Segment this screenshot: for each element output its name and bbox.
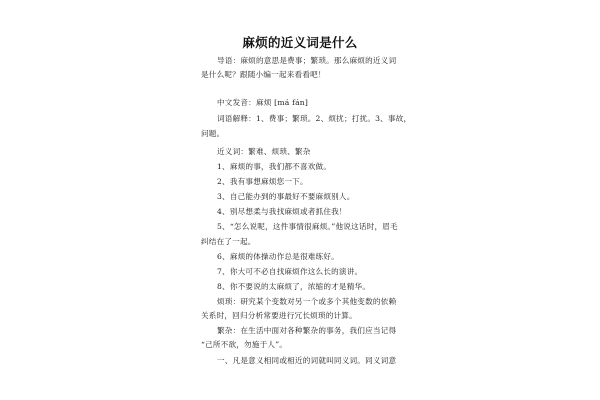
example-line-2: 2、我有事想麻烦您一下。 bbox=[217, 177, 308, 186]
section-one-line: 一、凡是意义相同或相近的词就叫同义词。同义词意 bbox=[217, 356, 397, 365]
example-line-5-cont: 纠结在了一起。 bbox=[201, 237, 256, 246]
fansuo-line-2: 关系时，回归分析常要进行冗长烦琐的计算。 bbox=[201, 311, 357, 320]
pronunciation-line: 中文发音：麻烦 [má fán] bbox=[217, 98, 309, 107]
fansuo-line-1: 烦琐：研究某个变数对另一个或多个其他变数的依赖 bbox=[217, 297, 397, 306]
synonyms-line: 近义词：繁难、烦琐、繁杂 bbox=[217, 147, 311, 156]
intro-line-2: 是什么呢？跟随小编一起来看看吧！ bbox=[201, 70, 326, 79]
definition-line-2: 问题。 bbox=[201, 129, 225, 138]
definition-line-1: 词语解释：1、费事；繁琐。2、烦扰；打扰。3、事故， bbox=[217, 114, 412, 123]
fanza-line-2: “己所不欲，勿施于人”。 bbox=[201, 340, 288, 349]
example-line-8: 8、你不要说的太麻烦了，浓缩的才是精华。 bbox=[217, 282, 371, 291]
fanza-line-1: 繁杂：在生活中面对各种繁杂的事务，我们应当记得 bbox=[217, 326, 397, 335]
example-line-5: 5、“怎么说呢，这件事情很麻烦。”他说这话时，眉毛 bbox=[217, 222, 398, 231]
page-title: 麻烦的近义词是什么 bbox=[242, 35, 358, 50]
example-line-6: 6、麻烦的体操动作总是很难练好。 bbox=[217, 252, 339, 261]
example-line-4: 4、别尽想柔与我找麻烦或者抓住我！ bbox=[217, 207, 347, 216]
example-line-7: 7、你大可不必自找麻烦作这么长的演讲。 bbox=[217, 267, 363, 276]
example-line-1: 1、麻烦的事，我们都不喜欢做。 bbox=[217, 162, 332, 171]
intro-line-1: 导语：麻烦的意思是费事；繁琐。那么麻烦的近义词 bbox=[217, 56, 397, 65]
example-line-3: 3、自己能办到的事最好不要麻烦别人。 bbox=[217, 192, 355, 201]
